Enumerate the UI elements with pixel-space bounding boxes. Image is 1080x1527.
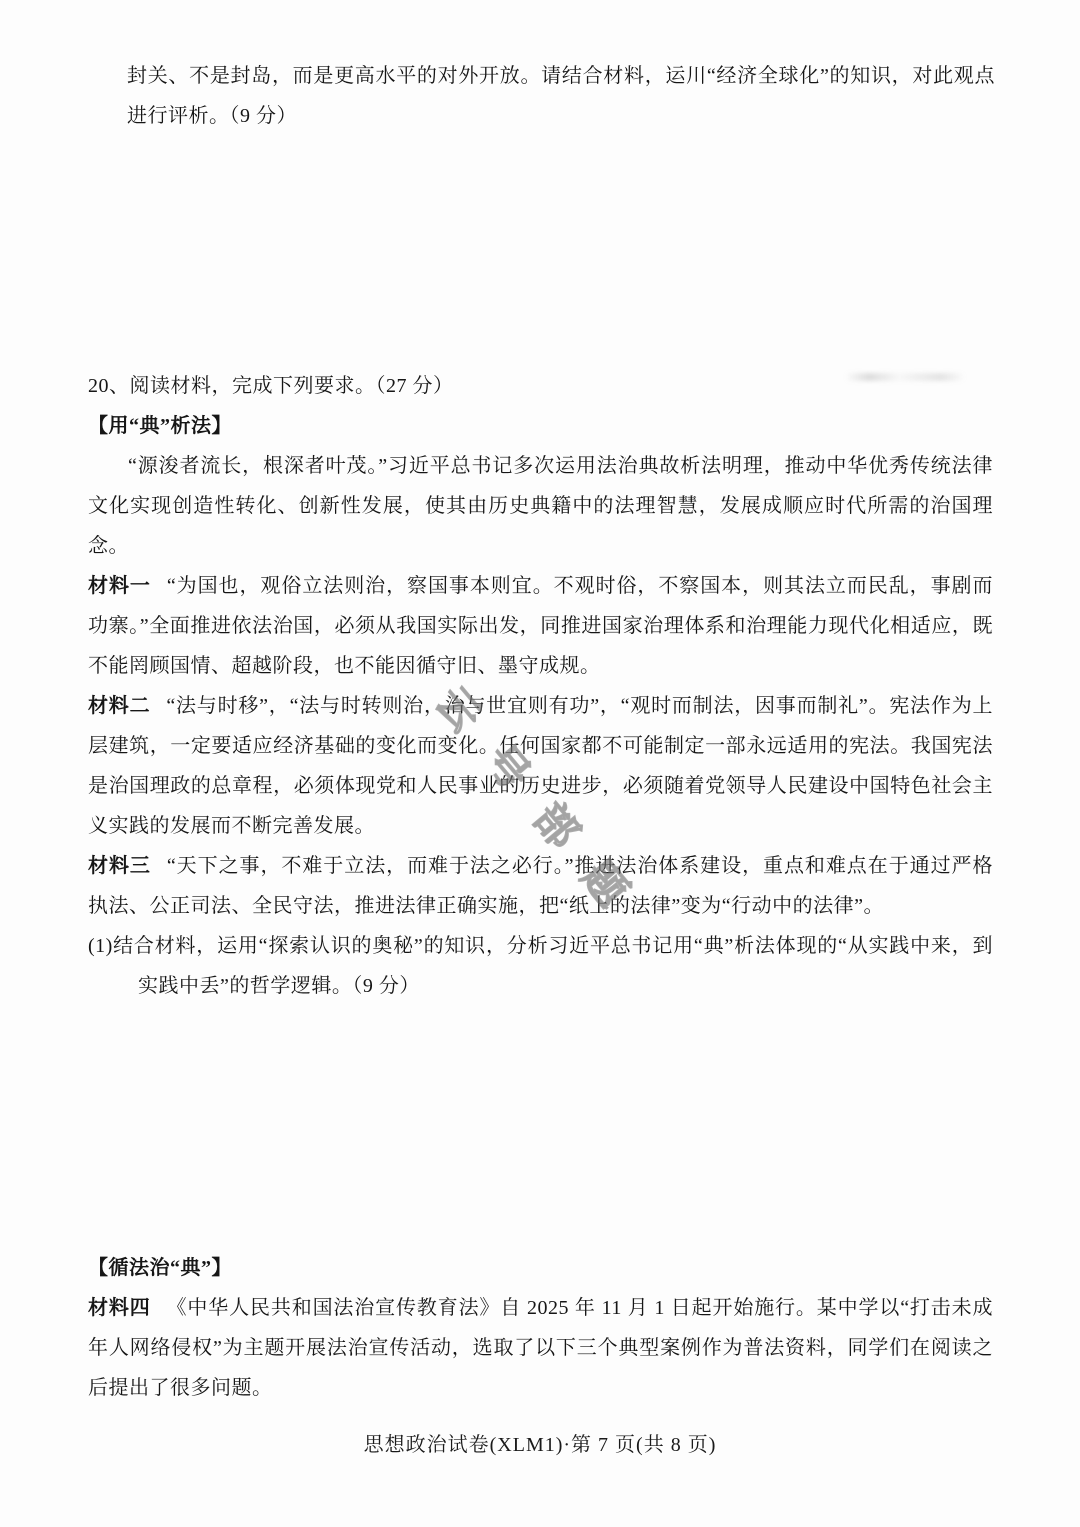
- material-2-paragraph: [88, 686, 993, 846]
- page-footer: 思想政治试卷(XLM1)·第 7 页(共 8 页): [363, 1434, 717, 1456]
- material-3-paragraph: [88, 846, 993, 926]
- section-heading-use-dian: 【用“典”析法】: [88, 415, 232, 437]
- question-20-block: [88, 366, 993, 1006]
- intro-paragraph: “源浚者流长，根深者叶茂。”习近平总书记多次运用法治典故析法明理，推动中华优秀传统法律文化实现创造性转化、创新性发展，使其由历史典籍中的法理智慧，发展成顺应时代所需的治国理念。: [88, 455, 993, 557]
- question-19-continuation-block: [127, 56, 995, 136]
- material-1-paragraph: [88, 566, 993, 686]
- diagonal-watermark: 云号部题: [426, 679, 657, 942]
- material-4-text: 《中华人民共和国法治宣传教育法》自 2025 年 11 月 1 日起开始施行。某中学以“打击未成年人网络侵权”为主题开展法治宣传活动，选取了以下三个典型案例作为普法资料，同学们在阅读之后提出了很多问题。: [88, 1297, 994, 1399]
- material-2-text: “法与时移”，“法与时转则治，治与世宜则有功”，“观时而制法，因事而制礼”。宪法作为上层建筑，一定要适应经济基础的变化而变化。任何国家都不可能制定一部永远适用的宪法。我国宪法是治国理政的总章程，必须体现党和人民事业的历史进步，必须随着党领导人民建设中国特色社会主义实践的发展而不断完善发展。: [88, 695, 994, 837]
- scan-artifact: [845, 373, 965, 381]
- sub-question-1: (1)结合材料，运用“探索认识的奥秘”的知识，分析习近平总书记用“典”析法体现的“从实践中来，到实践中丢”的哲学逻辑。（9 分）: [88, 935, 993, 997]
- question-20-intro: 20、阅读材料，完成下列要求。（27 分）: [88, 375, 454, 397]
- section-xun-fazhi-block: [88, 1248, 993, 1408]
- material-3-text: “天下之事，不难于立法，而难于法之必行。”推进法治体系建设，重点和难点在于通过严格执法、公正司法、全民守法，推进法律正确实施，把“纸上的法律”变为“行动中的法律”。: [88, 855, 993, 917]
- section-heading-xun-fazhi: 【循法治“典”】: [88, 1257, 232, 1279]
- question-19-continuation-text: 封关、不是封岛，而是更高水平的对外开放。请结合材料，运川“经济全球化”的知识，对此观点进行评析。（9 分）: [127, 65, 995, 127]
- material-4-label: 材料四: [88, 1297, 151, 1319]
- material-2-label: 材料二: [88, 695, 151, 717]
- material-1-label: 材料一: [88, 575, 151, 597]
- material-4-paragraph: [88, 1288, 993, 1408]
- material-3-label: 材料三: [88, 855, 151, 877]
- material-1-text: “为国也，观俗立法则治，察国事本则宜。不观时俗，不察国本，则其法立而民乱，事剧而功寨。”全面推进依法治国，必须从我国实际出发，同推进国家治理体系和治理能力现代化相适应，既不能罔顾国情、超越阶段，也不能因循守旧、墨守成规。: [88, 575, 994, 677]
